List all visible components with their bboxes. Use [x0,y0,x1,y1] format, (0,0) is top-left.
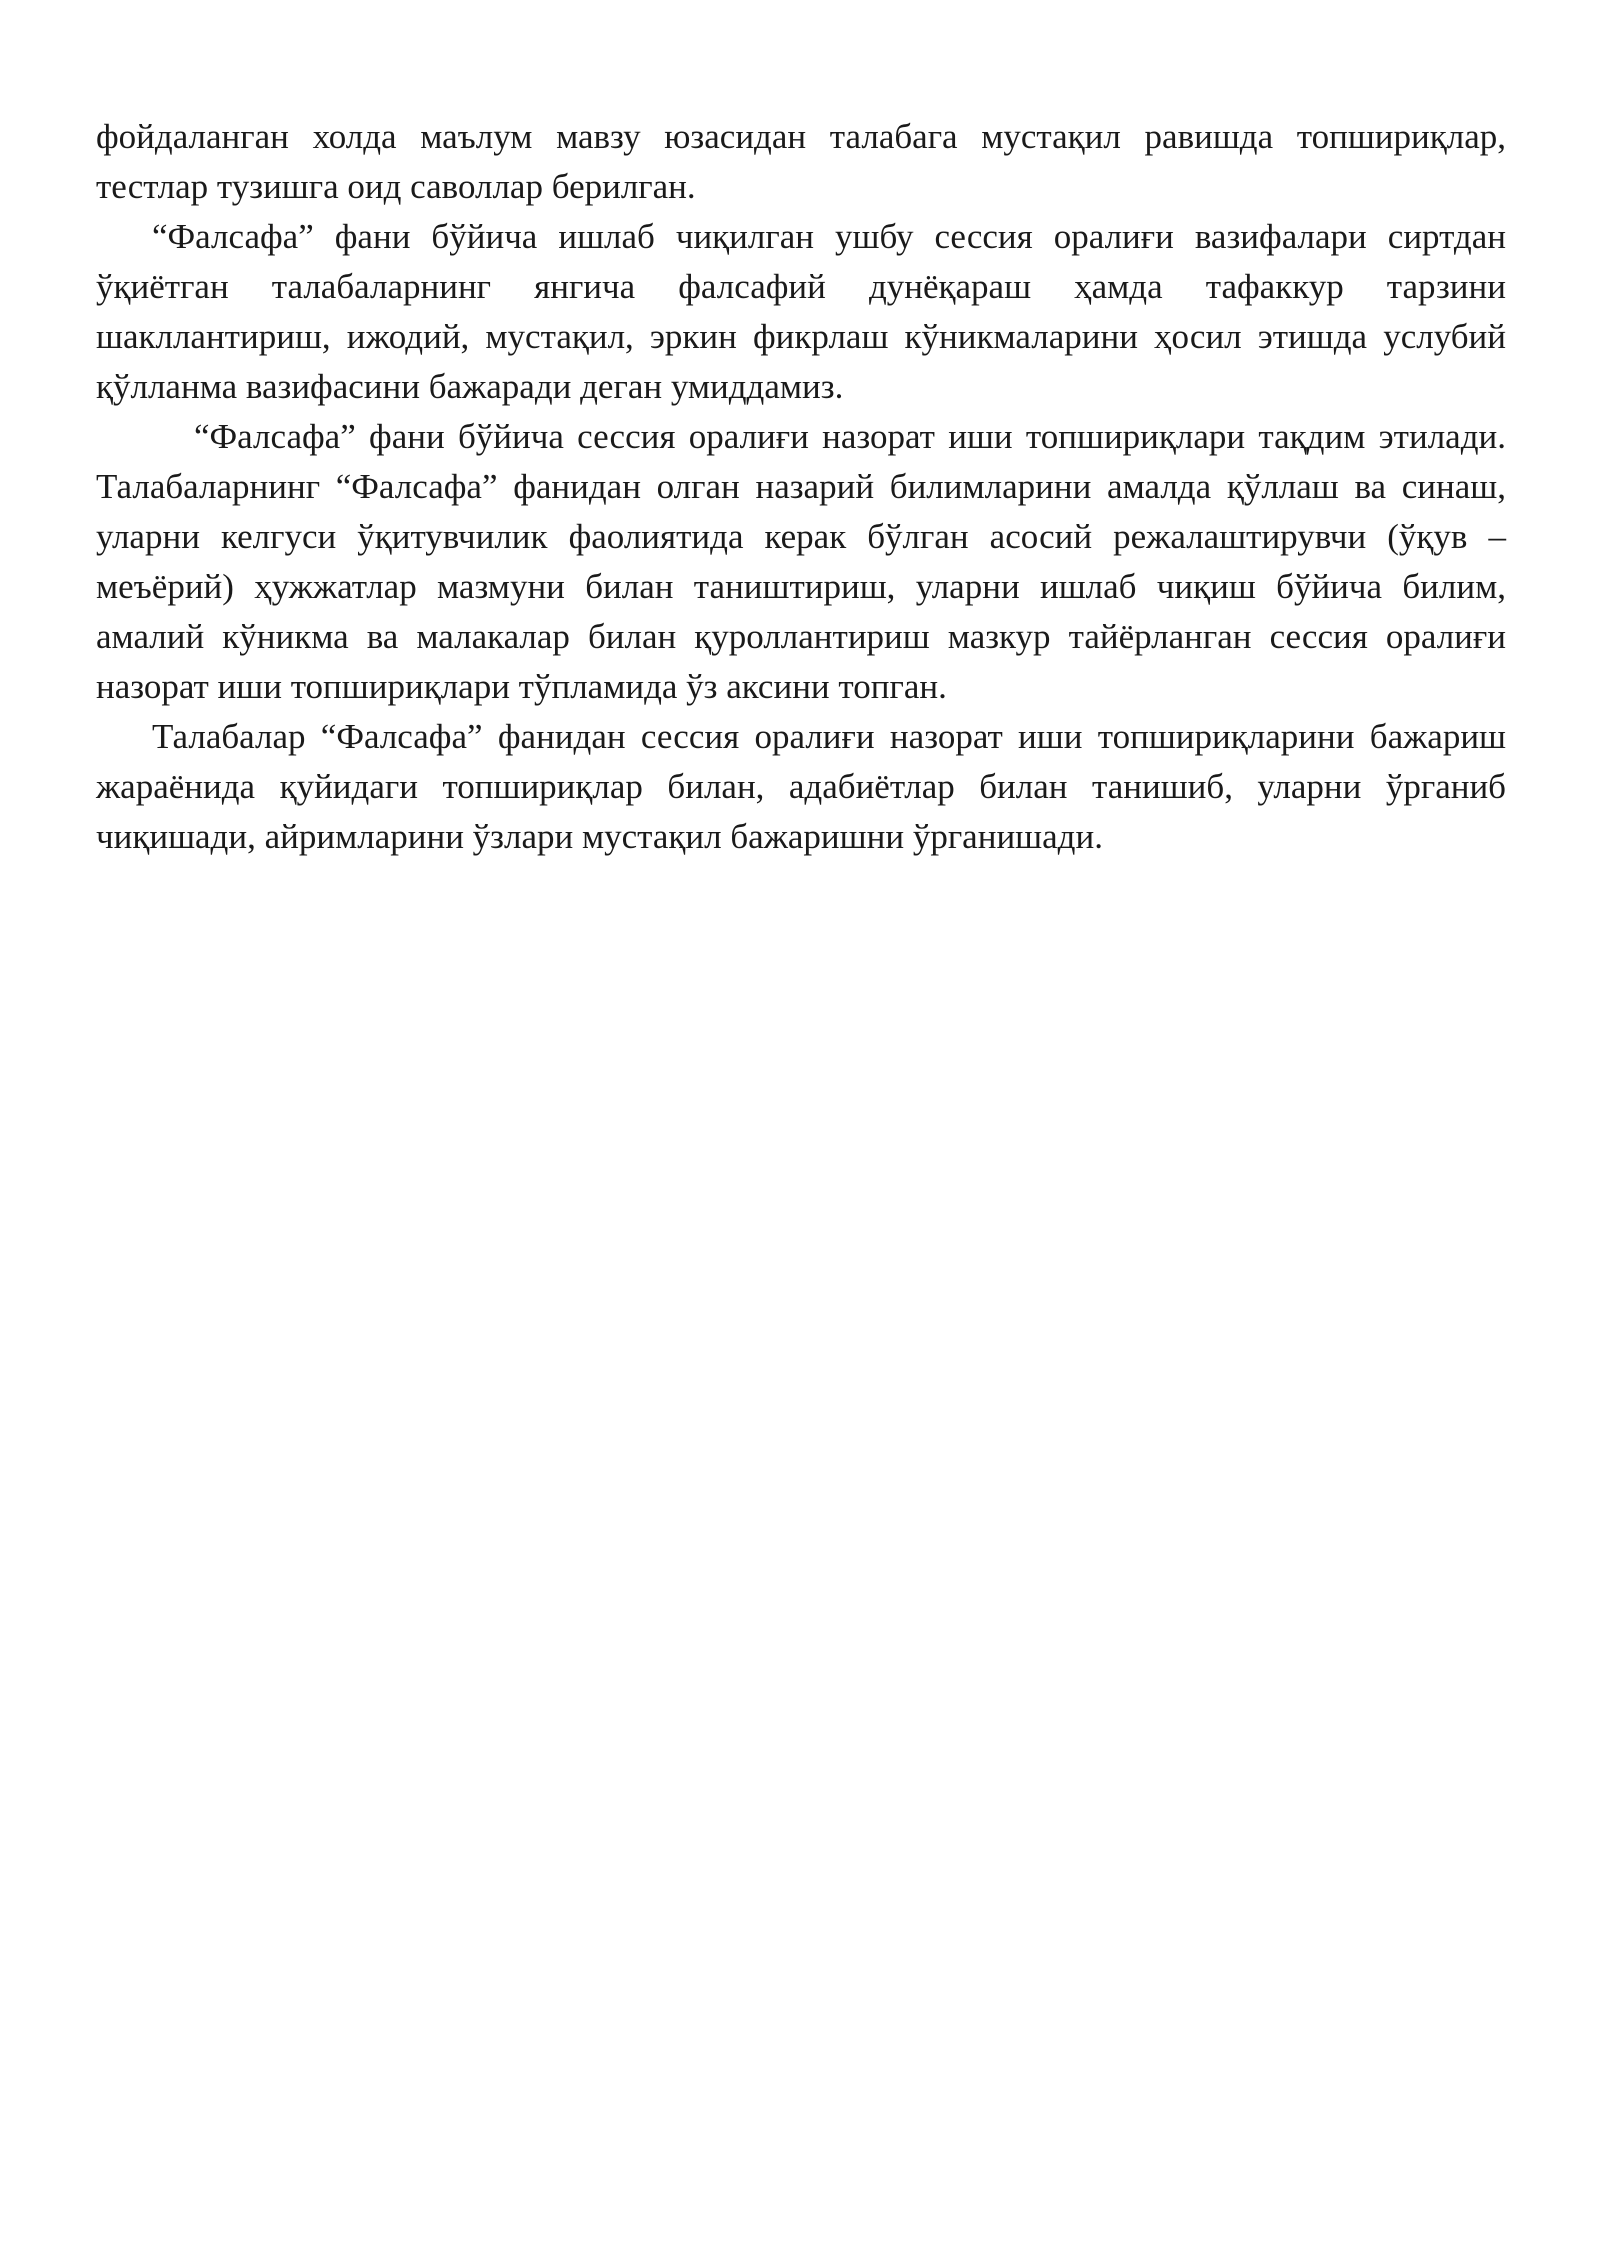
paragraph-tasks-overview: “Фалсафа” фани бўйича сессия оралиғи назорат иши топшириқлари тақдим этилади. Талабаларнинг “Фалсафа” фанидан олган назарий билимларини амалда қўллаш ва синаш, уларни келгуси ўқитувчилик фаолиятида керак бўлган асосий режалаштирувчи (ўқув – меъёрий) ҳужжатлар мазмуни билан таништириш, уларни ишлаб чиқиш бўйича билим, амалий кўникма ва малакалар билан қуроллантириш мазкур тайёрланган сессия оралиғи назорат иши топшириқлари тўпламида ўз аксини топган. [96,417,1506,706]
paragraph-purpose: “Фалсафа” фани бўйича ишлаб чиқилган ушбу сессия оралиғи вазифалари сиртдан ўқиётган талабаларнинг янгича фалсафий дунёқараш ҳамда тафаккур тарзини шакллантириш, ижодий, мустақил, эркин фикрлаш кўникмаларини ҳосил этишда услубий қўлланма вазифасини бажаради деган умиддамиз. [96,217,1506,406]
paragraph-continued: фойдаланган холда маълум мавзу юзасидан талабага мустақил равишда топшириқлар, тестлар тузишга оид саволлар берилган. [96,117,1506,206]
paragraph-student-process: Талабалар “Фалсафа” фанидан сессия оралиғи назорат иши топшириқларини бажариш жараёнида қуйидаги топшириқлар билан, адабиётлар билан танишиб, уларни ўрганиб чиқишади, айримларини ўзлари мустақил бажаришни ўрганишади. [96,717,1506,856]
document-body [96,112,1506,862]
